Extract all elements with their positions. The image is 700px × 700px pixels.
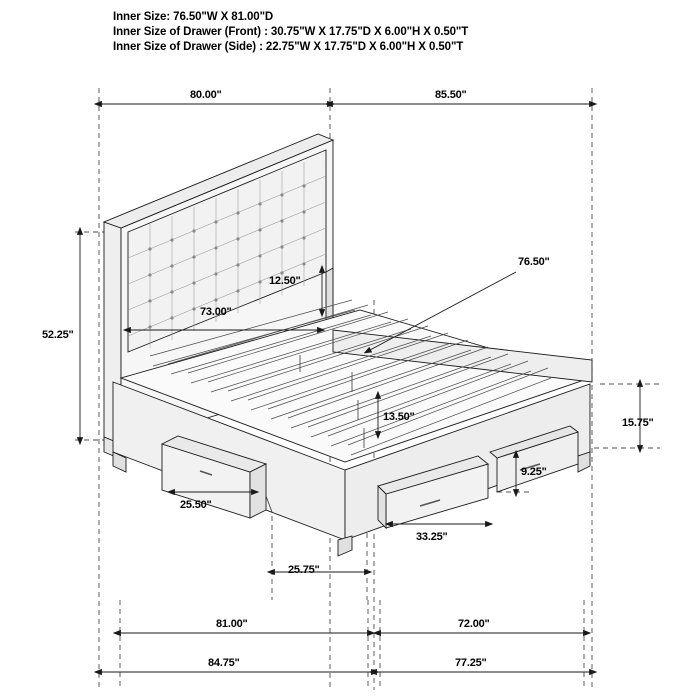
dim-label-9-25: 9.25" bbox=[521, 466, 547, 478]
dim-label-81-00: 81.00" bbox=[216, 618, 248, 630]
dim-label-72-00: 72.00" bbox=[458, 618, 490, 630]
spec-line-inner-size: Inner Size: 76.50"W X 81.00"D bbox=[113, 11, 274, 23]
dim-label-13-50: 13.50" bbox=[383, 411, 415, 423]
dim-label-76-50: 76.50" bbox=[518, 256, 550, 268]
dim-label-84-75: 84.75" bbox=[208, 657, 240, 669]
dim-label-33-25: 33.25" bbox=[416, 531, 448, 543]
dim-label-12-50: 12.50" bbox=[269, 275, 301, 287]
dimension-row-bottom-inner bbox=[120, 600, 584, 690]
dim-label-77-25: 77.25" bbox=[455, 657, 487, 669]
dim-label-15-75: 15.75" bbox=[622, 417, 654, 429]
dim-label-top-left: 80.00" bbox=[190, 89, 222, 101]
dim-label-25-50: 25.50" bbox=[180, 499, 212, 511]
dim-label-top-right: 85.50" bbox=[435, 89, 467, 101]
spec-line-drawer-side: Inner Size of Drawer (Side) : 22.75"W X 17.75"D X 6.00"H X 0.50"T bbox=[113, 41, 464, 53]
dim-label-25-75: 25.75" bbox=[288, 564, 320, 576]
dim-label-73-00: 73.00" bbox=[200, 306, 232, 318]
dim-label-52-25: 52.25" bbox=[42, 329, 74, 341]
spec-line-drawer-front: Inner Size of Drawer (Front) : 30.75"W X 17.75"D X 6.00"H X 0.50"T bbox=[113, 26, 469, 38]
